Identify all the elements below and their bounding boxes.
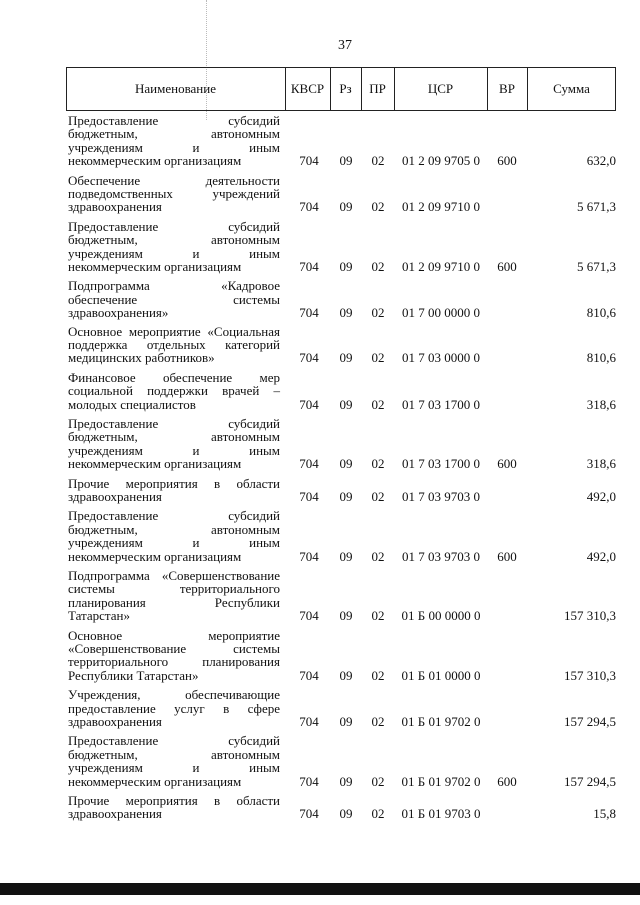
cell-sum: 810,6 (586, 350, 616, 366)
row-name-line: Татарстан» (68, 608, 130, 624)
row-name-line: Предоставление субсидий (68, 733, 280, 749)
row-name-line: бюджетным, автономным (68, 521, 280, 537)
cell-rz: 09 (339, 773, 353, 789)
cell-csr: 01 7 00 0000 0 (402, 305, 480, 321)
cell-sum: 157 310,3 (564, 608, 616, 624)
row-name-line: учреждениям и иным (68, 245, 280, 261)
cell-rz: 09 (339, 806, 353, 822)
cell-rz: 09 (339, 488, 353, 504)
table-row (0, 417, 640, 471)
cell-kvsr: 704 (299, 258, 319, 274)
row-name-line: Прочие мероприятия в области (68, 475, 280, 491)
cell-kvsr: 704 (299, 488, 319, 504)
row-name-line: Республики Татарстан» (68, 667, 199, 683)
row-name (68, 174, 280, 214)
row-name-line: учреждениям и иным (68, 442, 280, 458)
row-name (68, 325, 280, 365)
row-name-line: медицинских работников» (68, 350, 215, 366)
row-name-line: Предоставление субсидий (68, 416, 280, 431)
header-kvsr: КВСР (290, 81, 325, 96)
cell-csr: 01 7 03 0000 0 (402, 350, 480, 366)
table-row (0, 509, 640, 563)
cell-pr: 02 (371, 806, 385, 822)
row-name (68, 569, 280, 623)
row-name-line: учреждениям и иным (68, 760, 280, 776)
row-name-line: некоммерческим организациям (68, 259, 242, 275)
cell-sum: 157 310,3 (564, 667, 616, 683)
row-name (68, 509, 280, 563)
cell-rz: 09 (339, 153, 353, 169)
header-pr: ПР (369, 81, 386, 96)
row-name (68, 220, 280, 274)
row-name-line: некоммерческим организациям (68, 773, 242, 789)
cell-rz: 09 (339, 456, 353, 472)
table-row (0, 114, 640, 168)
cell-kvsr: 704 (299, 608, 319, 624)
cell-rz: 09 (339, 608, 353, 624)
cell-csr: 01 7 03 1700 0 (402, 396, 480, 412)
row-name (68, 371, 280, 411)
table-row (0, 279, 640, 319)
row-name-line: системы территориального (68, 581, 280, 597)
row-name-line: планирования Республики (68, 594, 280, 610)
cell-csr: 01 Б 01 9702 0 (401, 773, 481, 789)
cell-vr: 600 (497, 258, 517, 274)
cell-pr: 02 (371, 350, 385, 366)
cell-vr: 600 (497, 548, 517, 564)
cell-pr: 02 (371, 608, 385, 624)
table-row (0, 688, 640, 728)
row-name-line: здравоохранения (68, 489, 162, 504)
cell-rz: 09 (339, 350, 353, 366)
row-name-line: некоммерческим организациям (68, 456, 242, 472)
cell-csr: 01 7 03 1700 0 (402, 456, 480, 472)
row-name (68, 114, 280, 168)
row-name-line: Финансовое обеспечение мер (68, 369, 280, 385)
row-name-line: предоставление услуг в сфере (68, 700, 280, 716)
cell-pr: 02 (371, 488, 385, 504)
cell-kvsr: 704 (299, 199, 319, 215)
row-name-line: Предоставление субсидий (68, 218, 280, 234)
cell-sum: 5 671,3 (577, 199, 616, 215)
cell-kvsr: 704 (299, 806, 319, 822)
row-name (68, 688, 280, 728)
table-row (0, 794, 640, 821)
cell-csr: 01 Б 00 0000 0 (401, 608, 481, 624)
cell-csr: 01 7 03 9703 0 (402, 488, 480, 504)
row-name (68, 279, 280, 319)
cell-sum: 810,6 (586, 305, 616, 321)
cell-sum: 318,6 (586, 456, 616, 472)
row-name-line: Подпрограмма «Кадровое (68, 278, 280, 294)
row-name-line: молодых специалистов (68, 396, 196, 412)
row-name (68, 477, 280, 504)
row-name-line: Учреждения, обеспечивающие (68, 687, 280, 703)
cell-sum: 492,0 (586, 488, 616, 504)
row-name-line: некоммерческим организациям (68, 153, 242, 169)
row-name (68, 629, 280, 683)
row-name (68, 734, 280, 788)
header-rz: Рз (339, 81, 352, 96)
cell-kvsr: 704 (299, 350, 319, 366)
cell-csr: 01 Б 01 9702 0 (401, 713, 481, 729)
cell-pr: 02 (371, 396, 385, 412)
row-name-line: учреждениям и иным (68, 139, 280, 155)
row-name-line: Основное мероприятие (68, 627, 280, 643)
cell-vr: 600 (497, 153, 517, 169)
cell-kvsr: 704 (299, 713, 319, 729)
cell-rz: 09 (339, 396, 353, 412)
row-name-line: подведомственных учреждений (68, 186, 280, 201)
cell-sum: 318,6 (586, 396, 616, 412)
cell-csr: 01 Б 01 9703 0 (401, 806, 481, 822)
cell-pr: 02 (371, 667, 385, 683)
row-name-line: поддержка отдельных категорий (68, 337, 280, 352)
row-name-line: учреждениям и иным (68, 535, 280, 551)
row-name-line: Обеспечение деятельности (68, 172, 280, 188)
cell-vr: 600 (497, 456, 517, 472)
row-name (68, 417, 280, 471)
cell-rz: 09 (339, 258, 353, 274)
cell-pr: 02 (371, 773, 385, 789)
header-csr: ЦСР (427, 81, 454, 96)
table-row (0, 325, 640, 365)
table-row (0, 734, 640, 788)
cell-csr: 01 2 09 9705 0 (402, 153, 480, 169)
cell-rz: 09 (339, 713, 353, 729)
cell-pr: 02 (371, 258, 385, 274)
row-name-line: «Совершенствование системы (68, 641, 280, 656)
row-name-line: бюджетным, автономным (68, 429, 280, 445)
row-name-line: Предоставление субсидий (68, 508, 280, 524)
cell-sum: 157 294,5 (564, 713, 616, 729)
table-row (0, 477, 640, 504)
cell-kvsr: 704 (299, 153, 319, 169)
row-name-line: бюджетным, автономным (68, 746, 280, 762)
scan-edge (0, 883, 640, 895)
row-name-line: Прочие мероприятия в области (68, 793, 280, 808)
table-row (0, 174, 640, 214)
row-name-line: бюджетным, автономным (68, 126, 280, 142)
cell-sum: 492,0 (586, 548, 616, 564)
cell-pr: 02 (371, 153, 385, 169)
row-name-line: здравоохранения (68, 199, 162, 215)
row-name-line: здравоохранения (68, 714, 162, 729)
cell-csr: 01 2 09 9710 0 (402, 199, 480, 215)
cell-csr: 01 7 03 9703 0 (402, 548, 480, 564)
cell-kvsr: 704 (299, 305, 319, 321)
cell-kvsr: 704 (299, 396, 319, 412)
cell-sum: 157 294,5 (564, 773, 616, 789)
cell-csr: 01 2 09 9710 0 (402, 258, 480, 274)
header-sum: Сумма (553, 81, 590, 96)
page-number: 37 (338, 38, 352, 53)
cell-rz: 09 (339, 667, 353, 683)
cell-kvsr: 704 (299, 548, 319, 564)
table-row (0, 220, 640, 274)
row-name-line: здравоохранения» (68, 305, 169, 321)
cell-vr: 600 (497, 773, 517, 789)
table-row (0, 629, 640, 683)
row-name-line: социальной поддержки врачей – (68, 383, 280, 399)
cell-rz: 09 (339, 305, 353, 321)
row-name-line: Предоставление субсидий (68, 113, 280, 128)
row-name-line: обеспечение системы (68, 291, 280, 307)
row-name-line: здравоохранения (68, 806, 162, 822)
row-name-line: бюджетным, автономным (68, 232, 280, 248)
header-vr: ВР (499, 81, 515, 96)
cell-csr: 01 Б 01 0000 0 (401, 667, 481, 683)
row-name (68, 794, 280, 821)
table-row (0, 569, 640, 623)
row-name-line: территориального планирования (68, 654, 280, 670)
cell-pr: 02 (371, 199, 385, 215)
row-name-line: Подпрограмма «Совершенствование (68, 568, 280, 583)
cell-sum: 632,0 (586, 153, 616, 169)
cell-kvsr: 704 (299, 773, 319, 789)
row-name-line: некоммерческим организациям (68, 548, 242, 564)
cell-sum: 5 671,3 (577, 258, 616, 274)
cell-rz: 09 (339, 548, 353, 564)
cell-pr: 02 (371, 456, 385, 472)
cell-kvsr: 704 (299, 456, 319, 472)
cell-pr: 02 (371, 305, 385, 321)
row-name-line: Основное мероприятие «Социальная (68, 323, 280, 339)
cell-rz: 09 (339, 199, 353, 215)
table-row (0, 371, 640, 411)
cell-pr: 02 (371, 713, 385, 729)
cell-pr: 02 (371, 548, 385, 564)
cell-sum: 15,8 (593, 806, 616, 822)
header-name: Наименование (135, 81, 216, 96)
cell-kvsr: 704 (299, 667, 319, 683)
